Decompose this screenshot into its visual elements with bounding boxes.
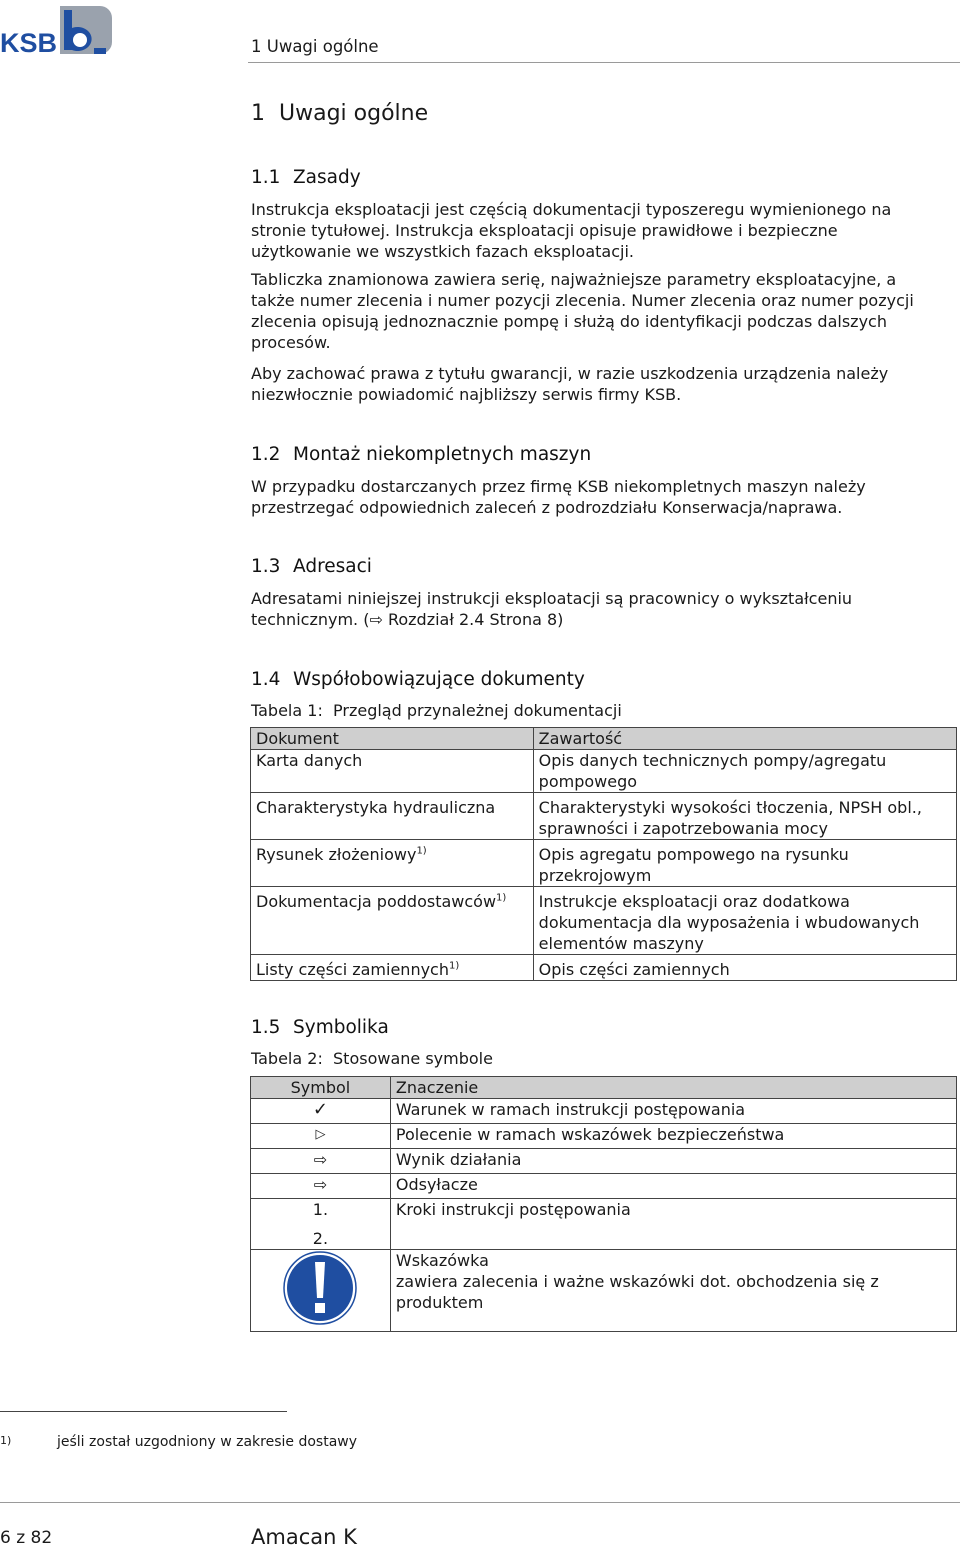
step-numbers: 1. 2. bbox=[251, 1199, 391, 1250]
table-row: ⇨ Wynik działania bbox=[251, 1149, 957, 1174]
table-row: ⇨ Odsyłacze bbox=[251, 1174, 957, 1199]
table-row: Karta danych Opis danych technicznych pompy/agregatu pompowego bbox=[251, 750, 957, 793]
section-number: 1.1 bbox=[251, 167, 281, 188]
footnote-mark: 1) bbox=[0, 1434, 12, 1447]
table-row: Charakterystyka hydrauliczna Charakterystyki wysokości tłoczenia, NPSH obl., sprawności i zapotrzebowania mocy bbox=[251, 793, 957, 840]
table-row: 1. 2. Kroki instrukcji postępowania bbox=[251, 1199, 957, 1250]
check-icon: ✓ bbox=[251, 1099, 391, 1124]
section-title: Symbolika bbox=[293, 1017, 389, 1038]
triangle-right-icon: ▷ bbox=[251, 1124, 391, 1149]
section-heading-1-1 bbox=[251, 167, 361, 188]
chapter-title-text: Uwagi ogólne bbox=[279, 101, 429, 126]
paragraph: Instrukcja eksploatacji jest częścią dokumentacji typoszeregu wymienionego na stronie tytułowej. Instrukcja eksploatacji opisuje prawidłowe i bezpieczne użytkowanie we wszystkich fazach eksploatacji. bbox=[251, 200, 892, 261]
arrow-right-icon: ⇨ bbox=[251, 1149, 391, 1174]
note-text: zawiera zalecenia i ważne wskazówki dot. obchodzenia się z produktem bbox=[395, 1272, 879, 1312]
section-title: Adresaci bbox=[293, 556, 372, 577]
column-header: Znaczenie bbox=[390, 1077, 956, 1099]
footer-rule bbox=[0, 1502, 960, 1503]
chapter-title bbox=[251, 101, 428, 126]
exclamation-circle-icon bbox=[282, 1250, 358, 1331]
table-row: Listy części zamiennych$^{1)}$ Opis części zamiennych bbox=[251, 955, 957, 981]
column-header: Dokument bbox=[251, 728, 534, 750]
footnote-rule bbox=[0, 1411, 287, 1412]
running-header-title: 1 Uwagi ogólne bbox=[251, 37, 379, 56]
section-number: 1.5 bbox=[251, 1017, 281, 1038]
section-heading-1-3 bbox=[251, 556, 372, 577]
table-caption: Tabela 1: Przegląd przynależnej dokumentacji bbox=[251, 701, 622, 720]
chapter-number: 1 bbox=[251, 101, 265, 126]
footnote-text: jeśli został uzgodniony w zakresie dostawy bbox=[57, 1434, 358, 1450]
section-number: 1.3 bbox=[251, 556, 281, 577]
documents-table bbox=[250, 727, 957, 981]
paragraph: Aby zachować prawa z tytułu gwarancji, w razie uszkodzenia urządzenia należy niezwłocznie powiadomić najbliższy serwis firmy KSB. bbox=[251, 364, 889, 404]
note-title: Wskazówka bbox=[395, 1251, 489, 1270]
logo-text: KSB bbox=[0, 28, 58, 54]
cross-reference-link[interactable]: ⇨ Rozdział 2.4 Strona 8 bbox=[369, 610, 558, 629]
table-header-row bbox=[251, 1077, 957, 1099]
paragraph: W przypadku dostarczanych przez firmę KSB niekompletnych maszyn należy przestrzegać odpowiednich zaleceń z podrozdziału Konserwacja/naprawa. bbox=[251, 477, 866, 517]
section-heading-1-4 bbox=[251, 669, 585, 690]
arrow-right-icon: ⇨ bbox=[251, 1174, 391, 1199]
section-title: Współobowiązujące dokumenty bbox=[293, 669, 585, 690]
header-rule bbox=[248, 62, 960, 63]
paragraph: Adresatami niniejszej instrukcji eksploatacji są pracownicy o wykształceniu technicznym. (⇨ Rozdział 2.4 Strona 8) bbox=[251, 589, 853, 629]
page-number: 6 z 82 bbox=[0, 1528, 53, 1548]
column-header: Symbol bbox=[251, 1077, 391, 1099]
ksb-logo bbox=[0, 4, 114, 54]
section-title: Zasady bbox=[293, 167, 361, 188]
table-row: Dokumentacja poddostawców$^{1)}$ Instrukcje eksploatacji oraz dodatkowa dokumentacja dla wyposażenia i wbudowanych elementów maszyny bbox=[251, 887, 957, 955]
section-heading-1-2 bbox=[251, 444, 591, 465]
product-name: Amacan K bbox=[251, 1525, 357, 1549]
column-header: Zawartość bbox=[533, 728, 956, 750]
table-header-row bbox=[251, 728, 957, 750]
table-row: ▷ Polecenie w ramach wskazówek bezpieczeństwa bbox=[251, 1124, 957, 1149]
section-number: 1.2 bbox=[251, 444, 281, 465]
symbols-table bbox=[250, 1076, 957, 1332]
section-number: 1.4 bbox=[251, 669, 281, 690]
section-title: Montaż niekompletnych maszyn bbox=[293, 444, 592, 465]
table-row bbox=[251, 1250, 957, 1332]
table-caption: Tabela 2: Stosowane symbole bbox=[251, 1049, 493, 1068]
paragraph: Tabliczka znamionowa zawiera serię, najważniejsze parametry eksploatacyjne, a także numer zlecenia i numer pozycji zlecenia. Numer zlecenia oraz numer pozycji zlecenia opisują jednoznacznie pompę i służą do identyfikacji podczas dalszych procesów. bbox=[251, 270, 914, 352]
table-row: ✓ Warunek w ramach instrukcji postępowania bbox=[251, 1099, 957, 1124]
table-row: Rysunek złożeniowy$^{1)}$ Opis agregatu pompowego na rysunku przekrojowym bbox=[251, 840, 957, 887]
section-heading-1-5 bbox=[251, 1017, 389, 1038]
